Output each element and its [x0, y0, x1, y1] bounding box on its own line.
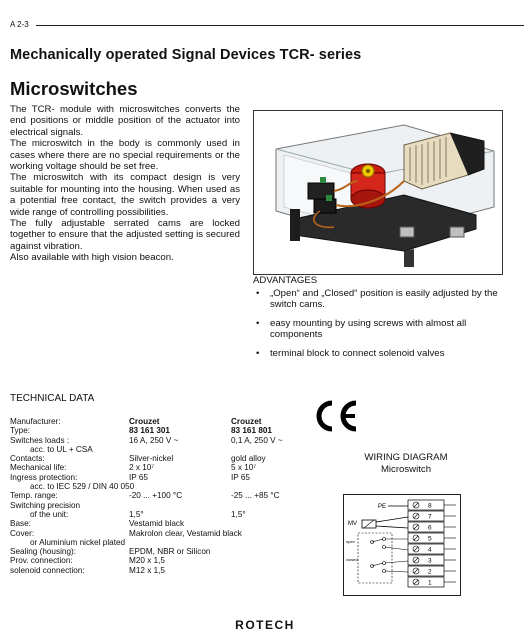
terminal-number: 5: [428, 535, 432, 543]
wiring-diagram-title: [316, 452, 496, 476]
table-cell: 1,5°: [231, 509, 246, 519]
advantage-text: easy mounting by using screws with almost all components: [270, 317, 467, 341]
terminal-number: 1: [428, 579, 432, 587]
intro-text: [10, 104, 240, 264]
table-cell: Silver-nickel: [129, 454, 174, 464]
bullet-icon: •: [256, 347, 260, 359]
table-cell: 2 x 10⁷: [129, 463, 155, 473]
table-cell: IP 65: [129, 472, 148, 482]
table-label: Sealing (housing):: [10, 547, 76, 557]
table-cell: 83 161 801: [231, 426, 272, 436]
open-label: open: [346, 539, 355, 544]
product-photo: [253, 110, 503, 275]
intro-paragraph: The TCR- module with microswitches converts the end positions or middle position of the actuator into electrical signals.: [10, 104, 240, 138]
table-label: Temp. range:: [10, 491, 58, 501]
table-cell: 0,1 A, 250 V ~: [231, 435, 283, 445]
advantages-title: ADVANTAGES: [253, 275, 318, 286]
brand-logo: ROTECH: [235, 618, 295, 632]
list-item: [256, 288, 502, 311]
terminal-number: 8: [428, 502, 432, 510]
table-label: of the unit:: [30, 509, 69, 519]
terminal-number: 6: [428, 524, 432, 532]
advantages-list: [256, 288, 502, 366]
intro-paragraph: The microswitch with its compact design is very suitable for mounting into the housing. When used as a potential free contact, the switch provides a very wide range of controlling possibilities.: [10, 172, 240, 218]
section-title: Microswitches: [10, 78, 138, 99]
table-cell: Crouzet: [129, 417, 160, 426]
table-label: Base:: [10, 519, 31, 529]
bullet-icon: •: [256, 288, 260, 299]
table-label: Cover:: [10, 528, 35, 538]
table-cell: Makrolon clear, Vestamid black: [129, 528, 242, 538]
table-cell: -25 ... +85 °C: [231, 491, 280, 501]
table-cell: M20 x 1,5: [129, 556, 165, 566]
table-cell: 16 A, 250 V ~: [129, 435, 179, 445]
wiring-subtitle: Microswitch: [380, 464, 432, 475]
table-cell: Vestamid black: [129, 519, 185, 529]
table-label: Switches loads :: [10, 435, 70, 445]
table-label: acc. to UL + CSA: [30, 444, 93, 454]
bullet-icon: •: [256, 317, 260, 329]
table-label: Manufacturer:: [10, 417, 61, 426]
table-label: Prov. connection:: [10, 556, 73, 566]
table-label: or Aluminium nickel plated: [30, 537, 126, 547]
document-title: Mechanically operated Signal Devices TCR- series: [10, 47, 362, 63]
table-cell: 1,5°: [129, 509, 144, 519]
terminal-number: 7: [428, 513, 432, 521]
table-cell: 5 x 10⁷: [231, 463, 257, 473]
wiring-diagram: [343, 494, 461, 596]
list-item: [256, 318, 502, 341]
table-cell: IP 65: [231, 472, 250, 482]
table-cell: gold alloy: [231, 454, 266, 464]
technical-data-title: TECHNICAL DATA: [10, 393, 95, 404]
intro-paragraph: The fully adjustable serrated cams are locked together to ensure that the adjusted setting is secured against vibration.: [10, 218, 240, 252]
terminal-number: 3: [428, 557, 432, 565]
table-label: Switching precision: [10, 500, 81, 510]
closed-label: closed: [346, 557, 358, 562]
table-cell: -20 ... +100 °C: [129, 491, 183, 501]
ce-mark-icon: [312, 399, 358, 433]
table-cell: M12 x 1,5: [129, 565, 165, 575]
table-label: acc. to IEC 529 / DIN 40 050: [30, 482, 135, 492]
terminal-number: 4: [428, 546, 432, 554]
table-label: Contacts:: [10, 454, 45, 464]
list-item: [256, 348, 502, 359]
advantage-text: terminal block to connect solenoid valves: [270, 347, 445, 359]
pe-label: PE: [378, 504, 387, 510]
table-cell: 83 161 301: [129, 426, 170, 436]
header-rule: [36, 25, 524, 26]
intro-paragraph: Also available with high vision beacon.: [10, 252, 174, 264]
table-cell: Crouzet: [231, 417, 262, 426]
page-reference: A 2-3: [10, 20, 29, 29]
table-label: Ingress protection:: [10, 472, 78, 482]
table-label: Type:: [10, 426, 31, 436]
table-label: Mechanical life:: [10, 463, 67, 473]
signal-device-illustration: [254, 111, 502, 274]
table-label: solenoid connection:: [10, 565, 85, 575]
intro-paragraph: The microswitch in the body is commonly used in cases where there are no special requirements or the working voltage should be set free.: [10, 138, 240, 173]
table-cell: EPDM, NBR or Silicon: [129, 547, 211, 557]
wiring-schematic: [344, 495, 460, 595]
mv-label: MV: [348, 521, 357, 527]
advantage-text: „Open“ and „Closed“ position is easily adjusted by the switch cams.: [270, 288, 498, 311]
wiring-title: WIRING DIAGRAM: [364, 452, 448, 463]
terminal-number: 2: [428, 568, 432, 576]
